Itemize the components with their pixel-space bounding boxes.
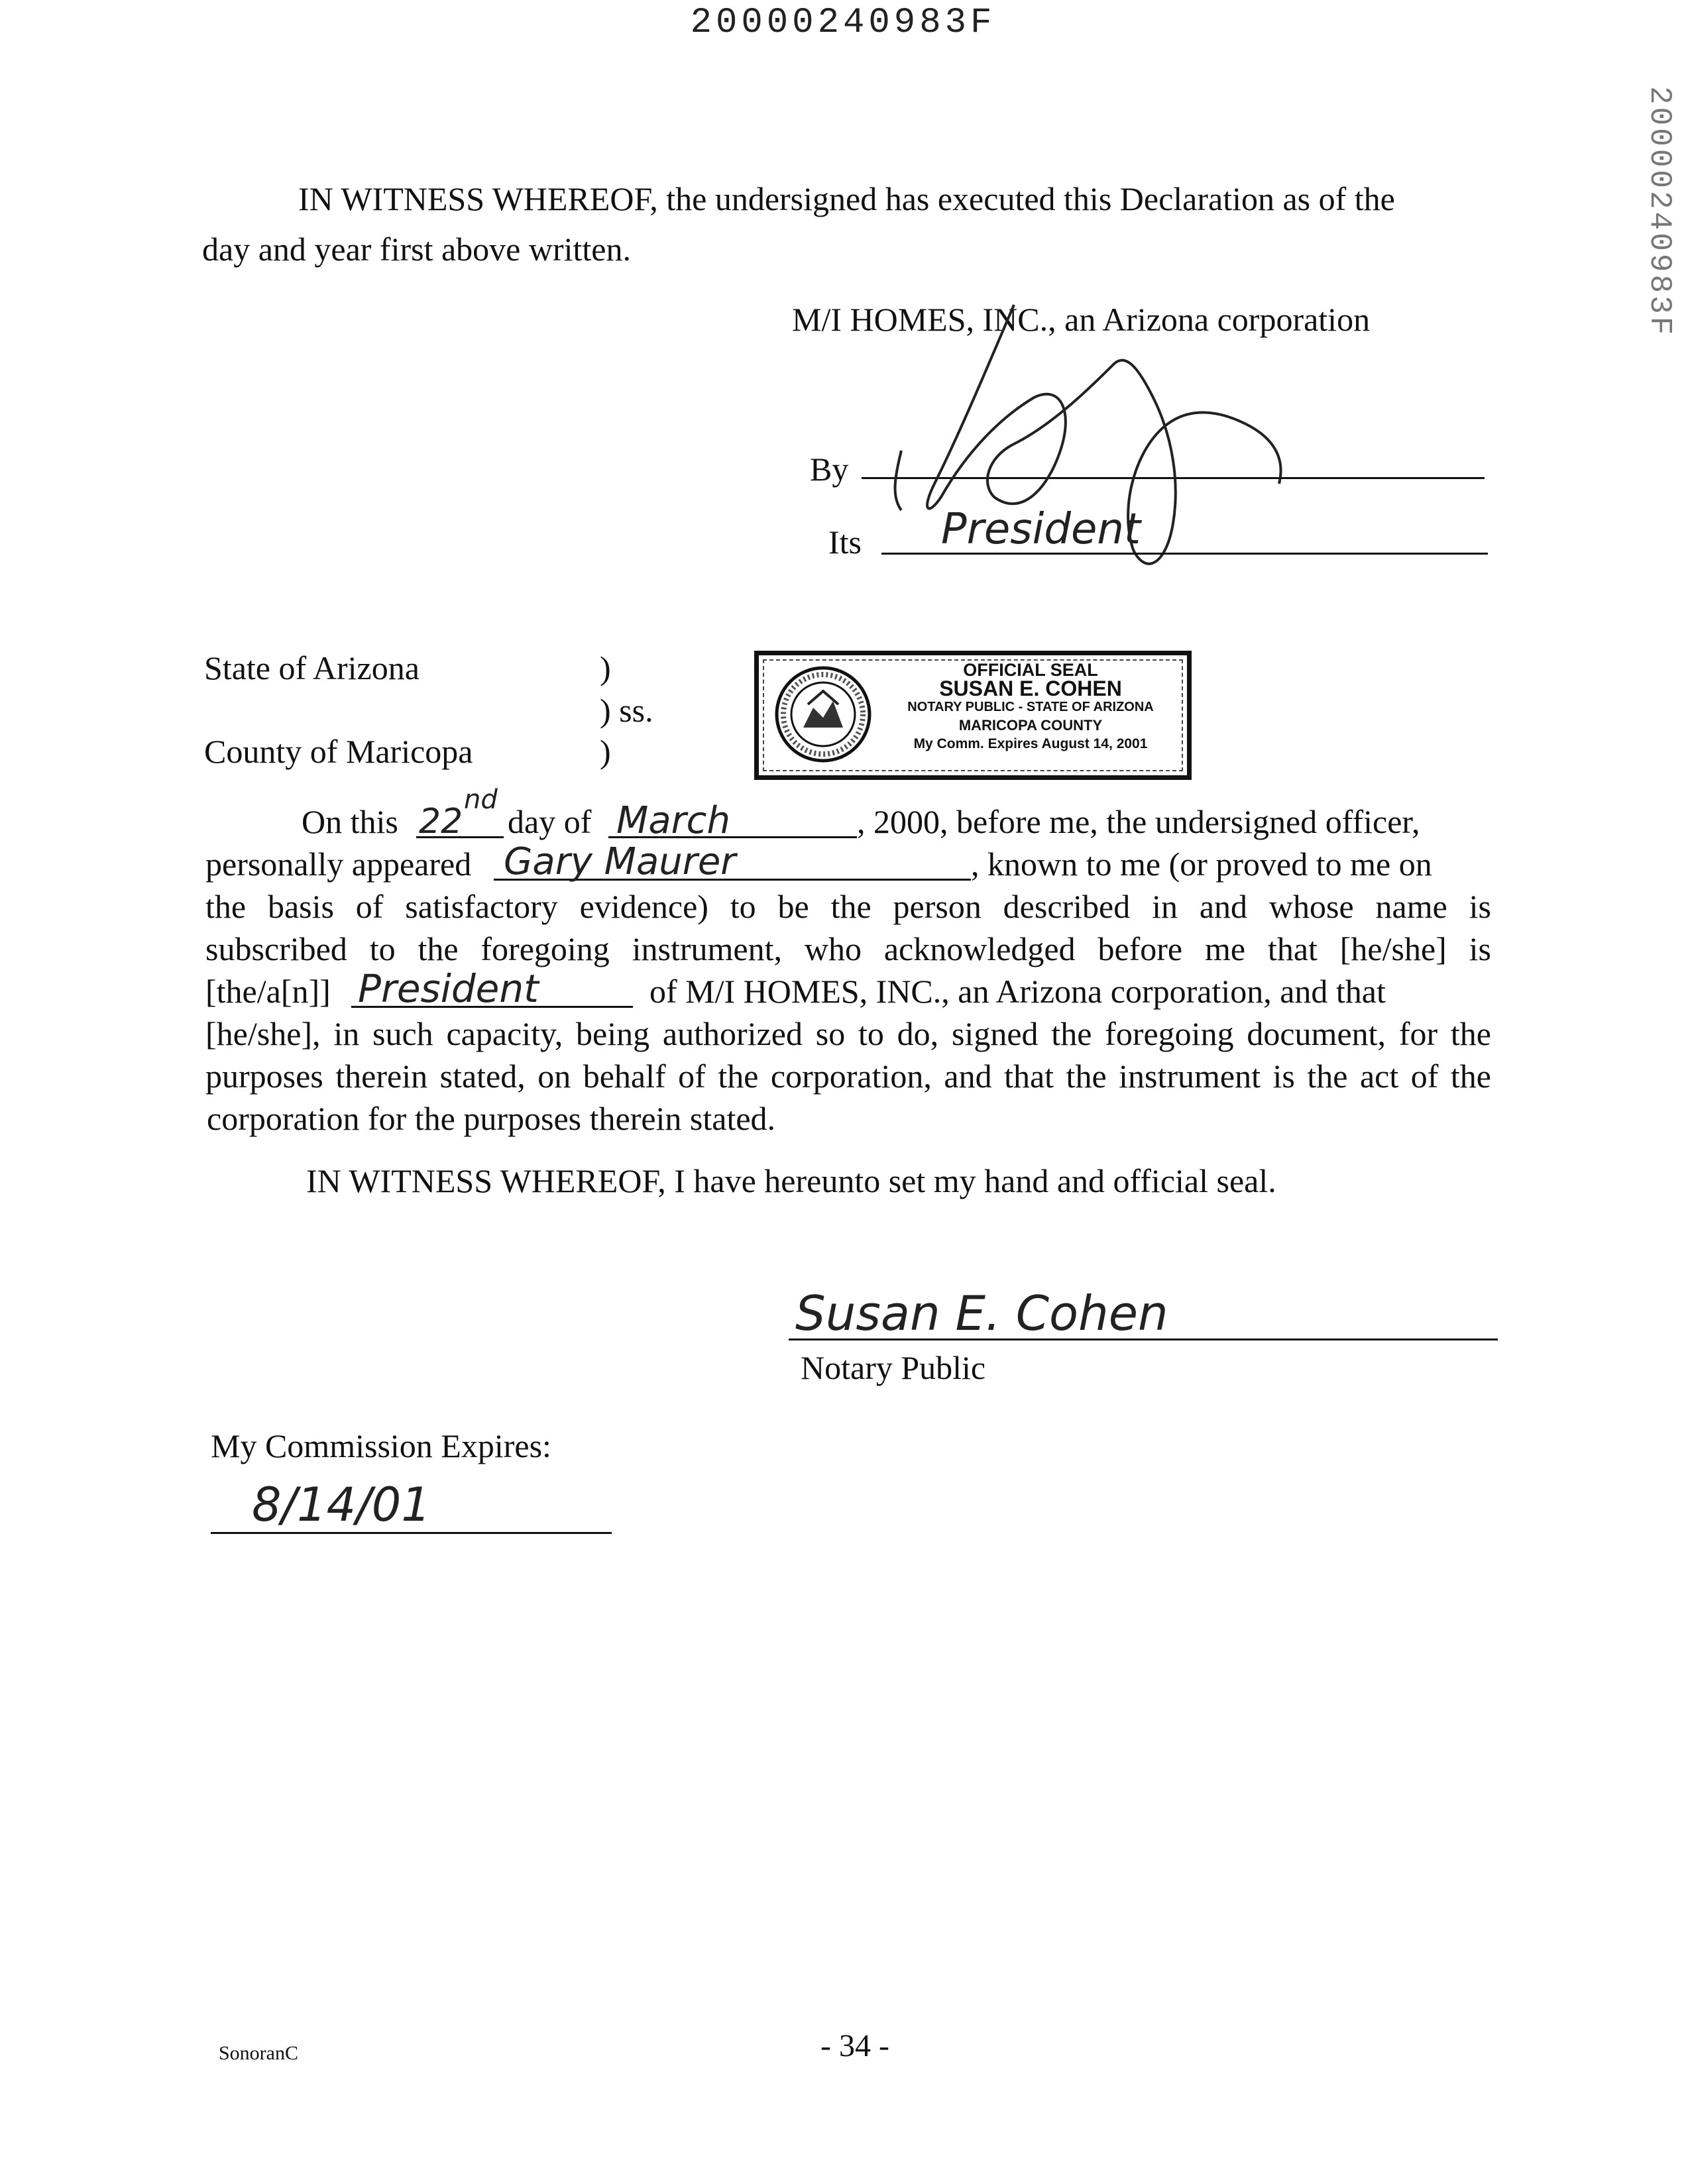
ack-line1-end: , 2000, before me, the undersigned officer, (857, 803, 1420, 840)
by-label: By (810, 451, 849, 488)
ack-on-this: On this (302, 803, 398, 840)
day-suffix-handwritten: nd (464, 785, 498, 815)
its-label: Its (828, 523, 862, 561)
ack-the-an: [the/a[n]] (205, 973, 331, 1010)
ack-line5-end: of M/I HOMES, INC., an Arizona corporation, and that (649, 973, 1386, 1010)
its-title-handwritten: President (941, 505, 1141, 554)
state-label: State of Arizona (204, 649, 420, 686)
commission-date-handwritten: 8/14/01 (252, 1478, 431, 1532)
month-handwritten: March (616, 799, 730, 842)
footer-doc-code: SonoranC (219, 2042, 298, 2064)
seal-notary-name: SUSAN E. COHEN (939, 677, 1122, 700)
ack-line-6: [he/she], in such capacity, being authorized so to do, signed the foregoing document, for the (205, 1015, 1491, 1052)
seal-commission-expiry: My Comm. Expires August 14, 2001 (913, 736, 1148, 751)
intro-line-1: IN WITNESS WHEREOF, the undersigned has executed this Declaration as of the (298, 180, 1395, 217)
ack-line-3: the basis of satisfactory evidence) to be the person described in and whose name is (205, 888, 1491, 925)
notary-signature-handwritten: Susan E. Cohen (795, 1285, 1168, 1341)
side-stamp-text: 20000240983F (1642, 86, 1677, 338)
venue-ss: ) ss. (600, 692, 653, 729)
ack-line2-end: , known to me (or proved to me on (971, 846, 1432, 883)
closing-statement: IN WITNESS WHEREOF, I have hereunto set my hand and official seal. (306, 1162, 1276, 1199)
recording-number: 20000240983F (690, 3, 996, 43)
title-handwritten: President (358, 966, 539, 1011)
intro-line-2: day and year first above written. (202, 231, 631, 268)
official-notary-seal (754, 651, 1192, 780)
person-name-handwritten: Gary Maurer (504, 840, 736, 883)
commission-date-line (211, 1532, 612, 1534)
seal-notary-state: NOTARY PUBLIC - STATE OF ARIZONA (907, 700, 1154, 714)
seal-title: OFFICIAL SEAL (963, 660, 1098, 680)
page-number: - 34 - (820, 2028, 889, 2063)
arizona-state-seal-icon (773, 665, 873, 764)
side-recording-stamp (1630, 86, 1686, 338)
ack-personally-appeared: personally appeared (205, 846, 472, 883)
day-handwritten: 22 (419, 802, 463, 842)
seal-county: MARICOPA COUNTY (958, 717, 1103, 734)
ack-day-of: day of (508, 803, 592, 840)
notary-public-label: Notary Public (801, 1349, 986, 1386)
seal-text-block (878, 661, 1183, 753)
venue-paren-top: ) (600, 649, 611, 686)
ack-line-8: corporation for the purposes therein stated. (207, 1100, 776, 1137)
company-line: M/I HOMES, INC., an Arizona corporation (792, 301, 1371, 338)
county-label: County of Maricopa (204, 733, 473, 770)
ack-line-7: purposes therein stated, on behalf of the corporation, and that the instrument is the act of the (205, 1058, 1491, 1095)
venue-paren-bottom: ) (600, 733, 611, 770)
commission-expires-label: My Commission Expires: (211, 1427, 551, 1464)
ack-line-4: subscribed to the foregoing instrument, who acknowledged before me that [he/she] is (205, 930, 1491, 967)
